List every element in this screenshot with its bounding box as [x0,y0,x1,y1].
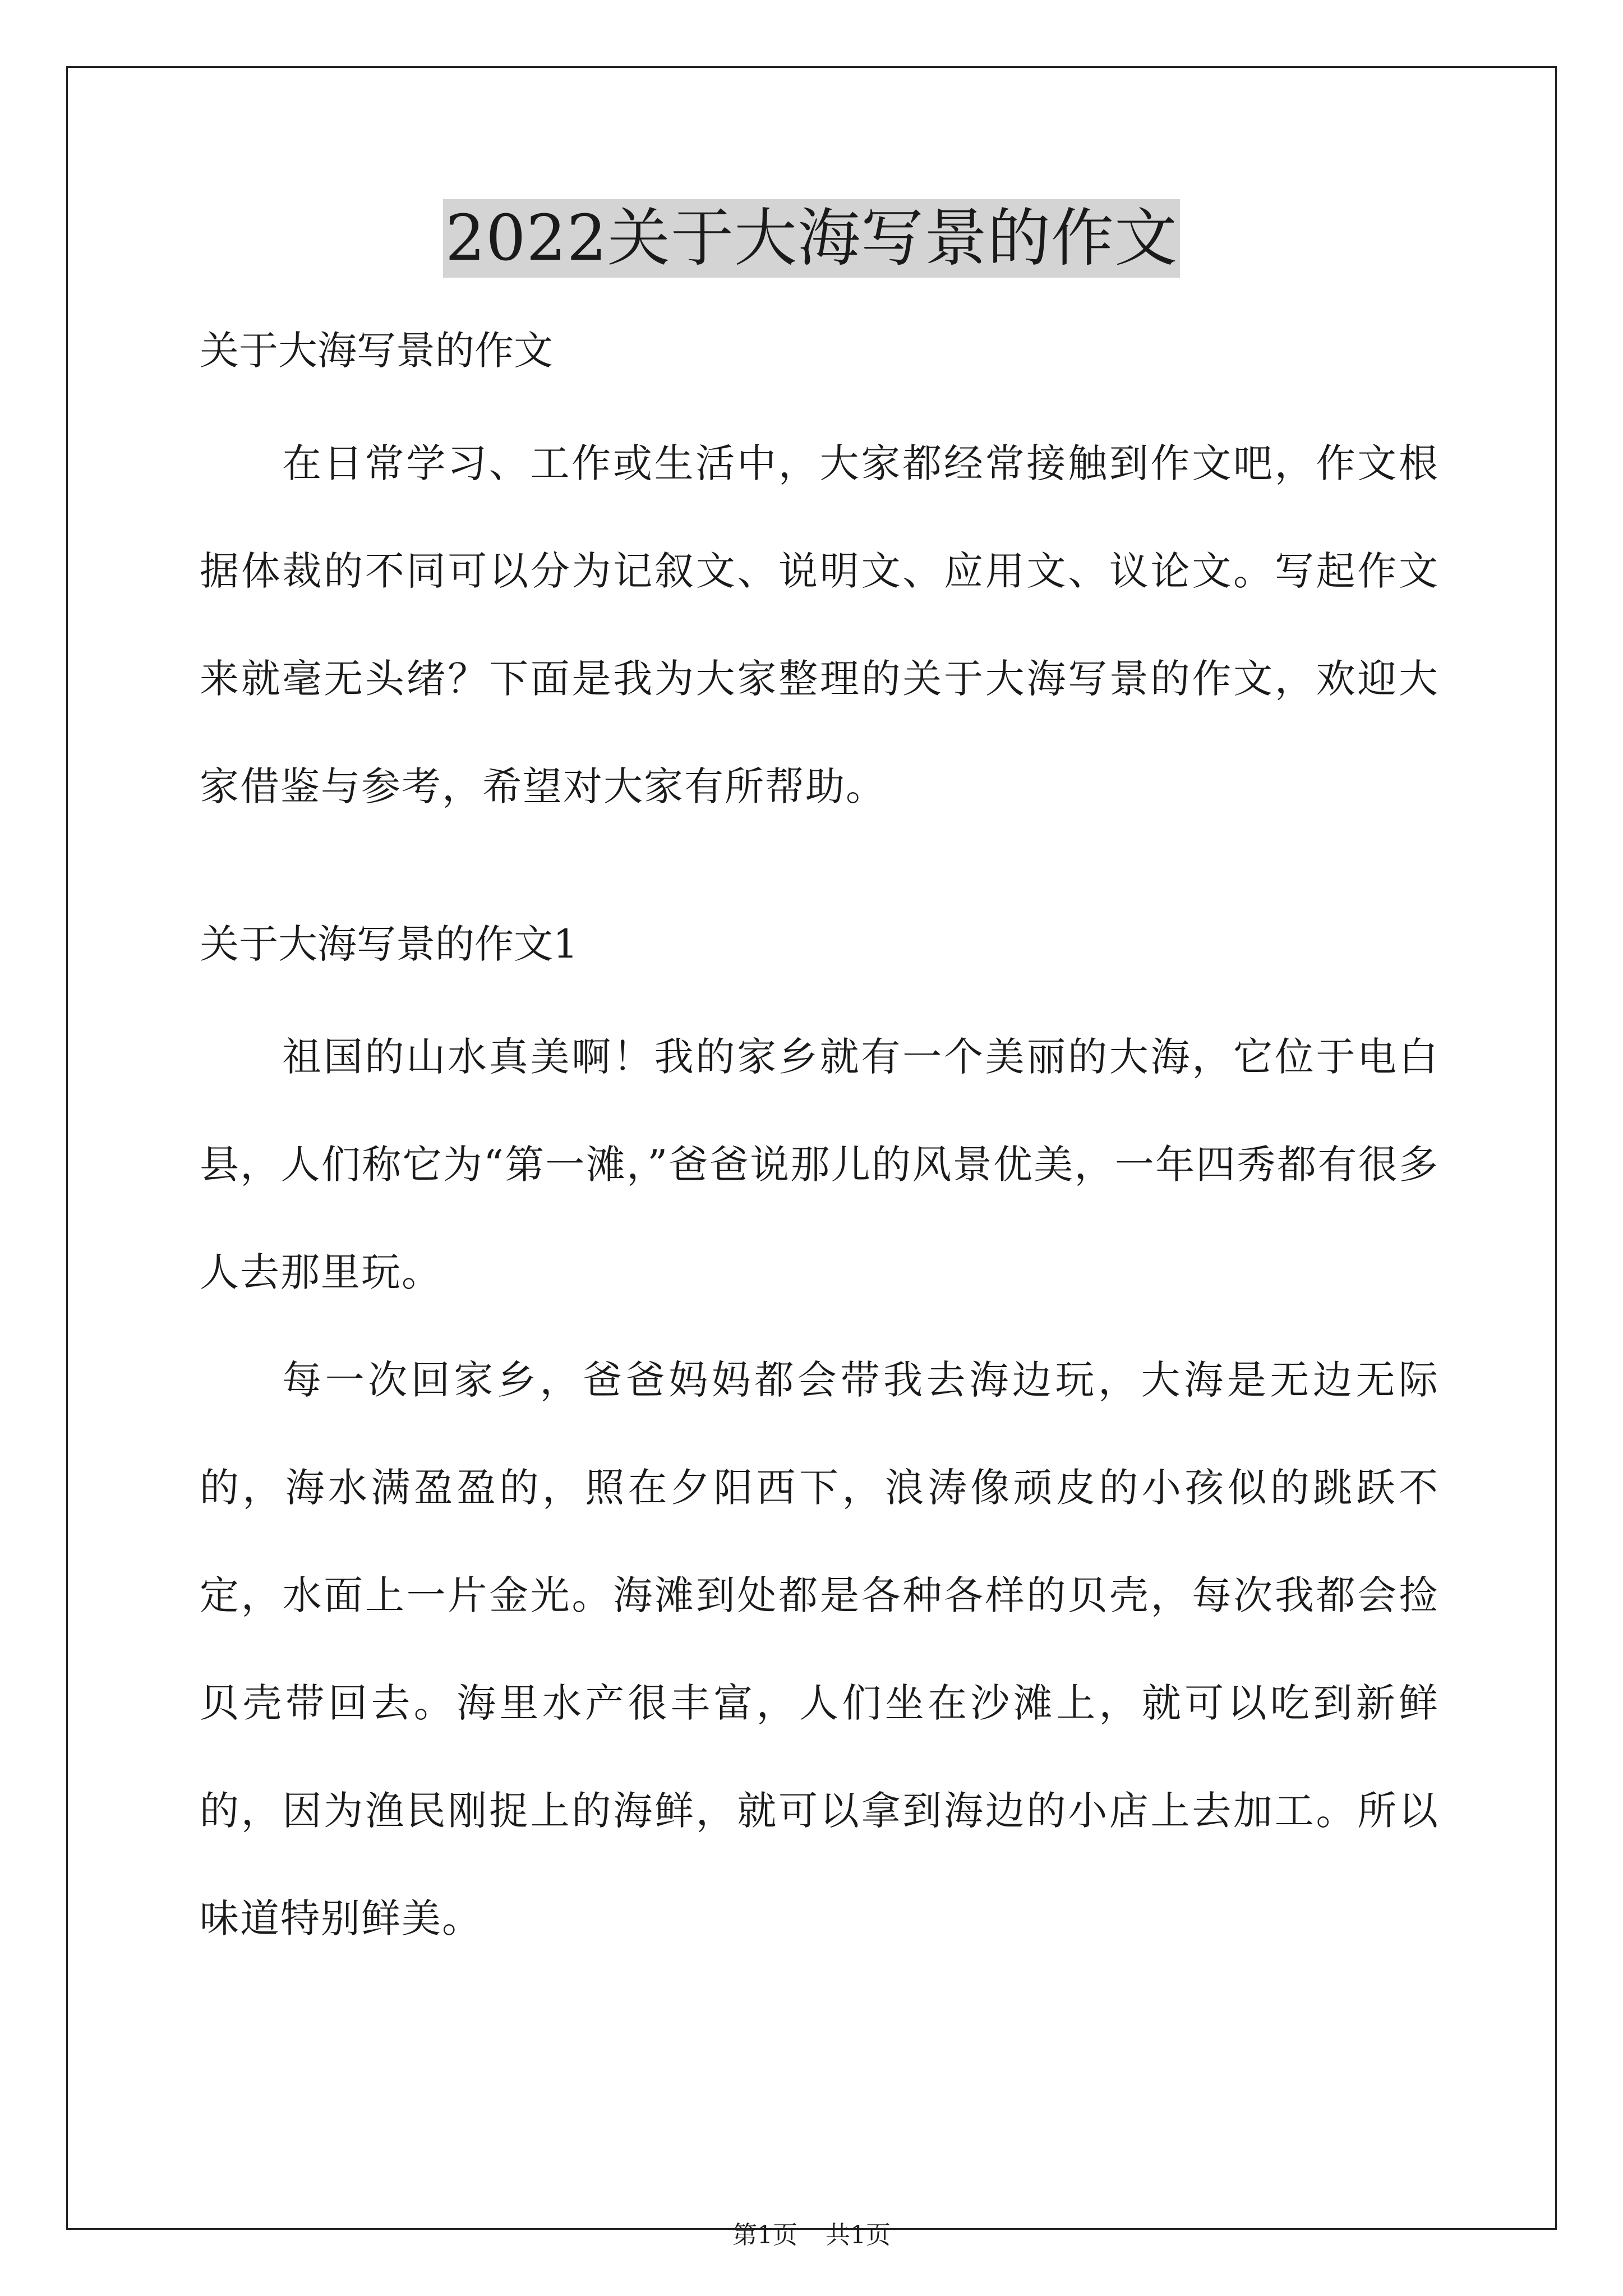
section-paragraph: 每一次回家乡，爸爸妈妈都会带我去海边玩，大海是无边无际的，海水满盈盈的，照在夕阳西下，浪涛像顽皮的小孩似的跳跃不定，水面上一片金光。海滩到处都是各种各样的贝壳，每次我都会捡贝壳带回去。海里水产很丰富，人们坐在沙滩上，就可以吃到新鲜的，因为渔民刚捉上的海鲜，就可以拿到海边的小店上去加工。所以味道特别鲜美。 [200,1357,1439,1941]
intro-heading: 关于大海写景的作文 [200,328,553,374]
page-total: 共1页 [826,2221,891,2249]
section-heading: 关于大海写景的作文1 [200,921,578,967]
page-number: 第1页 [732,2221,797,2249]
title-container [0,199,1623,278]
intro-paragraph: 在日常学习、工作或生活中，大家都经常接触到作文吧，作文根据体裁的不同可以分为记叙文、说明文、应用文、议论文。写起作文来就毫无头绪？下面是我为大家整理的关于大海写景的作文，欢迎大家借鉴与参考，希望对大家有所帮助。 [200,440,1439,809]
section-paragraph: 祖国的山水真美啊！我的家乡就有一个美丽的大海，它位于电白县，人们称它为“第一滩，”爸爸说那儿的风景优美，一年四秀都有很多人去那里玩。 [200,1034,1439,1295]
spacer [200,387,1439,409]
spacer [200,840,1439,908]
document-title: 2022关于大海写景的作文 [443,199,1180,278]
document-body [200,314,1439,1972]
spacer [200,981,1439,1003]
page-footer [0,2219,1623,2252]
